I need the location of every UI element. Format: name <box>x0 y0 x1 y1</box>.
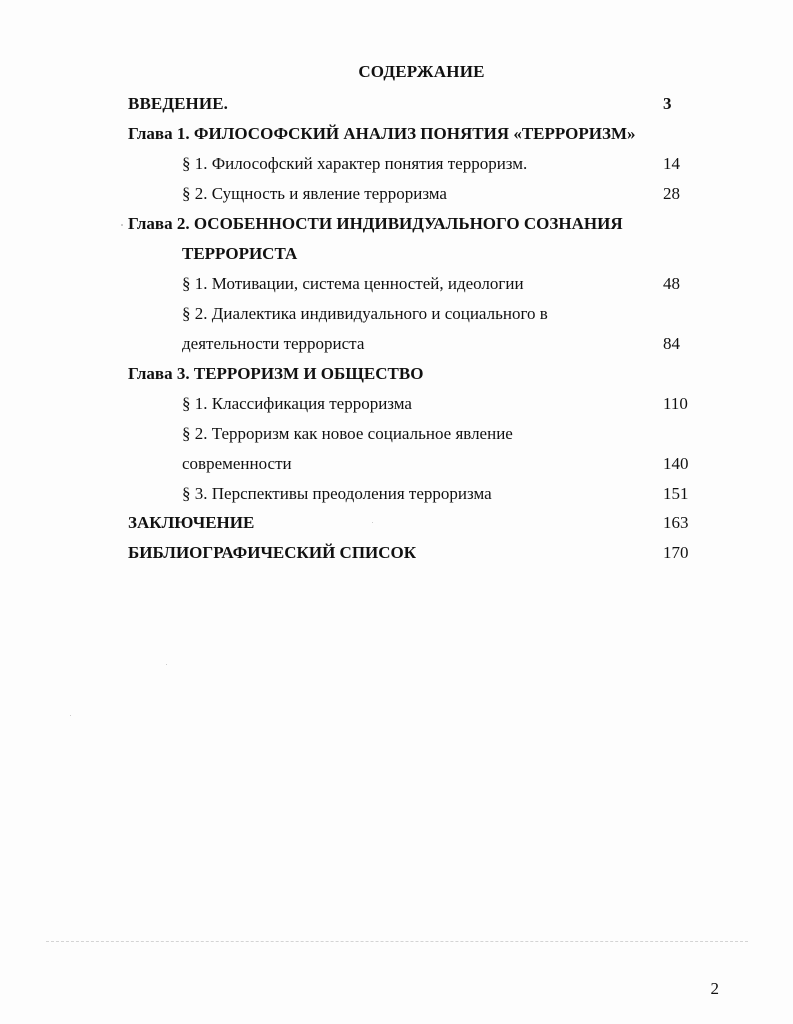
toc-entry-chapter-3 <box>128 361 693 387</box>
toc-entry-introduction <box>128 91 693 117</box>
toc-entry-page: 163 <box>663 513 689 532</box>
page-title: СОДЕРЖАНИЕ <box>358 62 485 81</box>
toc-entry-label: Глава 1. ФИЛОСОФСКИЙ АНАЛИЗ ПОНЯТИЯ «ТЕРРОРИЗМ» <box>128 124 636 143</box>
toc-entry-chapter-1 <box>128 121 693 147</box>
toc-entry-page: 28 <box>663 184 680 203</box>
toc-entry-label: Глава 2. ОСОБЕННОСТИ ИНДИВИДУАЛЬНОГО СОЗНАНИЯ <box>128 214 623 233</box>
scan-speck <box>166 664 167 665</box>
toc-entry-page: 48 <box>663 274 680 293</box>
toc-entry-page: 170 <box>663 543 689 562</box>
toc-entry-label: § 3. Перспективы преодоления терроризма <box>182 484 492 503</box>
toc-entry-page: 14 <box>663 154 680 173</box>
toc-entry-label: ВВЕДЕНИЕ. <box>128 94 228 113</box>
toc-entry-label: деятельности террориста <box>182 334 365 353</box>
toc-entry-chapter-2 <box>128 211 693 237</box>
toc-entry-conclusion <box>128 510 693 536</box>
toc-entry-bibliography <box>128 540 693 566</box>
toc-entry-label: § 1. Мотивации, система ценностей, идеологии <box>182 274 524 293</box>
toc-entry-label: современности <box>182 454 292 473</box>
scan-speck <box>70 715 71 716</box>
toc-entry-chapter-1-section-2 <box>128 181 693 207</box>
toc-entry-label: § 2. Диалектика индивидуального и социального в <box>182 304 548 323</box>
toc-entry-label: § 2. Сущность и явление терроризма <box>182 184 447 203</box>
toc-entry-page: 140 <box>663 454 689 473</box>
scan-speck <box>121 224 123 226</box>
toc-entry-chapter-2-section-2 <box>128 301 693 327</box>
toc-entry-page: 3 <box>663 94 672 113</box>
toc-entry-page: 151 <box>663 484 689 503</box>
toc-entry-chapter-2-section-1 <box>128 271 693 297</box>
toc-entry-label: § 2. Терроризм как новое социальное явление <box>182 424 513 443</box>
toc-entry-page: 110 <box>663 394 688 413</box>
toc-entry-page: 84 <box>663 334 680 353</box>
toc-entry-chapter-2-continuation <box>128 241 693 267</box>
toc-entry-label: ЗАКЛЮЧЕНИЕ <box>128 513 255 532</box>
page-number: 2 <box>710 979 719 998</box>
toc-entry-label: ТЕРРОРИСТА <box>182 244 298 263</box>
footer-divider <box>46 941 748 943</box>
toc-entry-chapter-3-section-2 <box>128 421 693 447</box>
toc-entry-chapter-2-section-2-continuation <box>128 331 693 357</box>
toc-entry-label: § 1. Классификация терроризма <box>182 394 412 413</box>
toc-entry-label: Глава 3. ТЕРРОРИЗМ И ОБЩЕСТВО <box>128 364 424 383</box>
scan-speck <box>372 522 373 523</box>
toc-entry-chapter-1-section-1 <box>128 151 693 177</box>
toc-entry-chapter-3-section-1 <box>128 391 693 417</box>
toc-entry-chapter-3-section-3 <box>128 481 693 507</box>
toc-entry-chapter-3-section-2-continuation <box>128 451 693 477</box>
toc-entry-label: § 1. Философский характер понятия терроризм. <box>182 154 528 173</box>
toc-entry-label: БИБЛИОГРАФИЧЕСКИЙ СПИСОК <box>128 543 417 562</box>
